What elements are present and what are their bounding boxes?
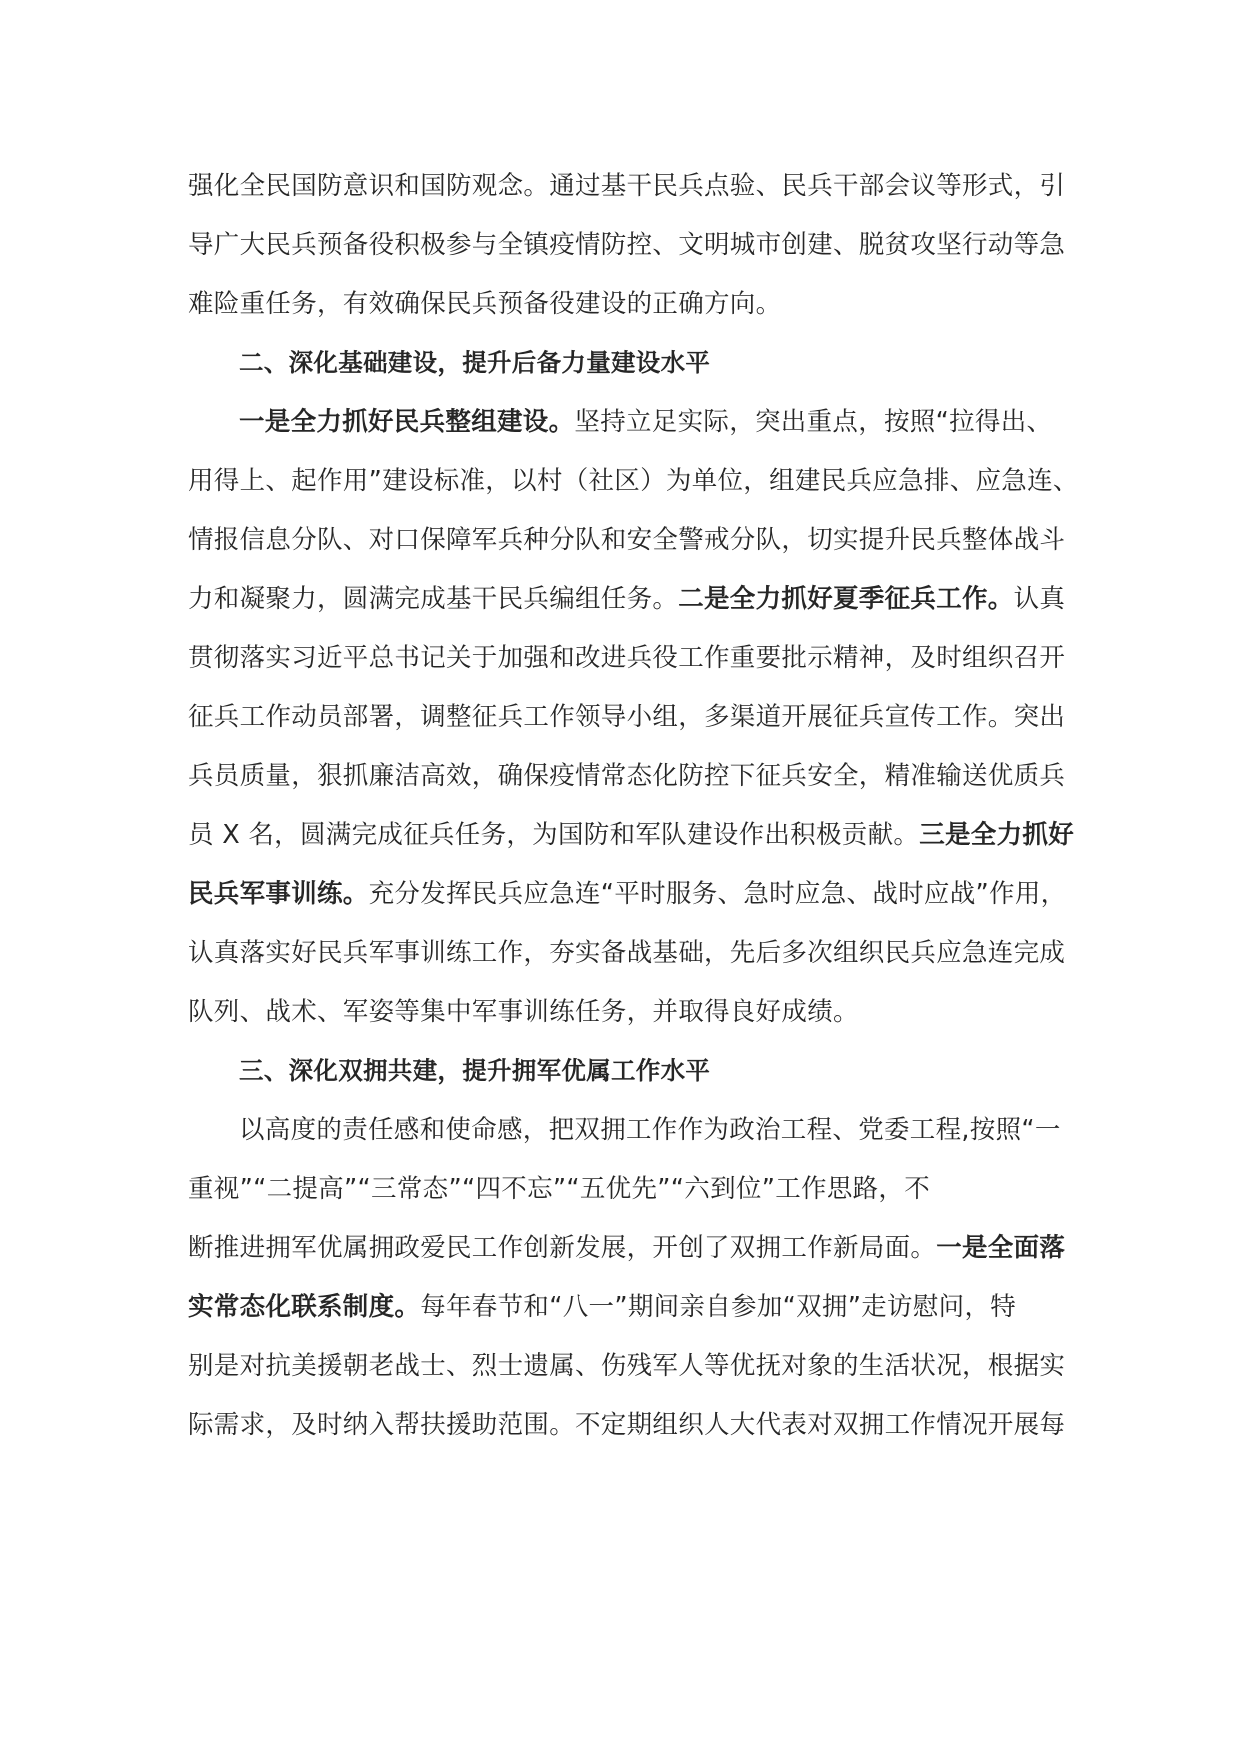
- text-run: 贯彻落实习近平总书记关于加强和改进兵役工作重要批示精神，及时组织召开: [188, 643, 1066, 673]
- text-run: 征兵工作动员部署，调整征兵工作领导小组，多渠道开展征兵宣传工作。突出: [188, 702, 1066, 732]
- section-heading: [239, 343, 710, 383]
- text-run: 强化全民国防意识和国防观念。通过基干民兵点验、民兵干部会议等形式，引: [188, 171, 1066, 201]
- paragraph-line: [239, 1110, 1061, 1150]
- paragraph-line: [188, 461, 1079, 501]
- emphasis-text: 实常态化联系制度。: [188, 1292, 421, 1322]
- text-run: 队列、战术、军姿等集中军事训练任务，并取得良好成绩。: [188, 997, 859, 1027]
- text-run: 用得上、起作用”建设标准，以村（社区）为单位，组建民兵应急排、应急连、: [188, 466, 1079, 496]
- emphasis-text: 一是全面落: [936, 1233, 1066, 1263]
- emphasis-text: 三是全力抓好: [919, 820, 1074, 850]
- paragraph-line: [188, 815, 1074, 855]
- paragraph-line: [188, 992, 859, 1032]
- paragraph-line: [188, 1346, 1065, 1386]
- text-run: 认真: [1013, 584, 1066, 614]
- emphasis-text: 民兵军事训练。: [188, 879, 369, 909]
- paragraph-line: [188, 520, 1065, 560]
- paragraph-line: [188, 933, 1065, 973]
- text-run: 导广大民兵预备役积极参与全镇疫情防控、文明城市创建、脱贫攻坚行动等急: [188, 230, 1066, 260]
- paragraph-line: [188, 1169, 930, 1209]
- text-run: 充分发挥民兵应急连“平时服务、急时应急、战时应战”作用，: [368, 879, 1067, 909]
- paragraph-line: [188, 579, 1065, 619]
- paragraph-line: [188, 1405, 1065, 1445]
- text-run: 情报信息分队、对口保障军兵种分队和安全警戒分队，切实提升民兵整体战斗: [188, 525, 1066, 555]
- text-run: 认真落实好民兵军事训练工作，夯实备战基础，先后多次组织民兵应急连完成: [188, 938, 1066, 968]
- text-run: 以高度的责任感和使命感，把双拥工作作为政治工程、党委工程,按照“一: [239, 1115, 1061, 1145]
- text-run: 重视”“二提高”“三常态”“四不忘”“五优先”“六到位”工作思路，不: [188, 1174, 931, 1204]
- paragraph-line: [188, 166, 1065, 206]
- text-run: 坚持立足实际，突出重点，按照“拉得出、: [574, 407, 1053, 437]
- paragraph-line: [188, 1287, 1016, 1327]
- text-run: 员 X 名，圆满完成征兵任务，为国防和军队建设作出积极贡献。: [188, 820, 920, 850]
- paragraph-line: [188, 1228, 1065, 1268]
- text-run: 每年春节和“八一”期间亲自参加“双拥”走访慰问，特: [420, 1292, 1017, 1322]
- text-run: 际需求，及时纳入帮扶援助范围。不定期组织人大代表对双拥工作情况开展每: [188, 1410, 1066, 1440]
- heading-text: 三、深化双拥共建，提升拥军优属工作水平: [239, 1056, 711, 1085]
- text-run: 难险重任务，有效确保民兵预备役建设的正确方向。: [188, 289, 782, 319]
- section-heading: [239, 1051, 710, 1091]
- emphasis-text: 一是全力抓好民兵整组建设。: [239, 407, 575, 437]
- paragraph-line: [239, 402, 1052, 442]
- paragraph-line: [188, 225, 1065, 265]
- text-run: 断推进拥军优属拥政爱民工作创新发展，开创了双拥工作新局面。: [188, 1233, 937, 1263]
- text-run: 兵员质量，狠抓廉洁高效，确保疫情常态化防控下征兵安全，精准输送优质兵: [188, 761, 1066, 791]
- text-run: 力和凝聚力，圆满完成基干民兵编组任务。: [188, 584, 679, 614]
- paragraph-line: [188, 638, 1065, 678]
- paragraph-line: [188, 697, 1065, 737]
- paragraph-line: [188, 874, 1066, 914]
- text-run: 别是对抗美援朝老战士、烈士遗属、伤残军人等优抚对象的生活状况，根据实: [188, 1351, 1066, 1381]
- emphasis-text: 二是全力抓好夏季征兵工作。: [678, 584, 1014, 614]
- paragraph-line: [188, 756, 1065, 796]
- heading-text: 二、深化基础建设，提升后备力量建设水平: [239, 348, 711, 377]
- paragraph-line: [188, 284, 781, 324]
